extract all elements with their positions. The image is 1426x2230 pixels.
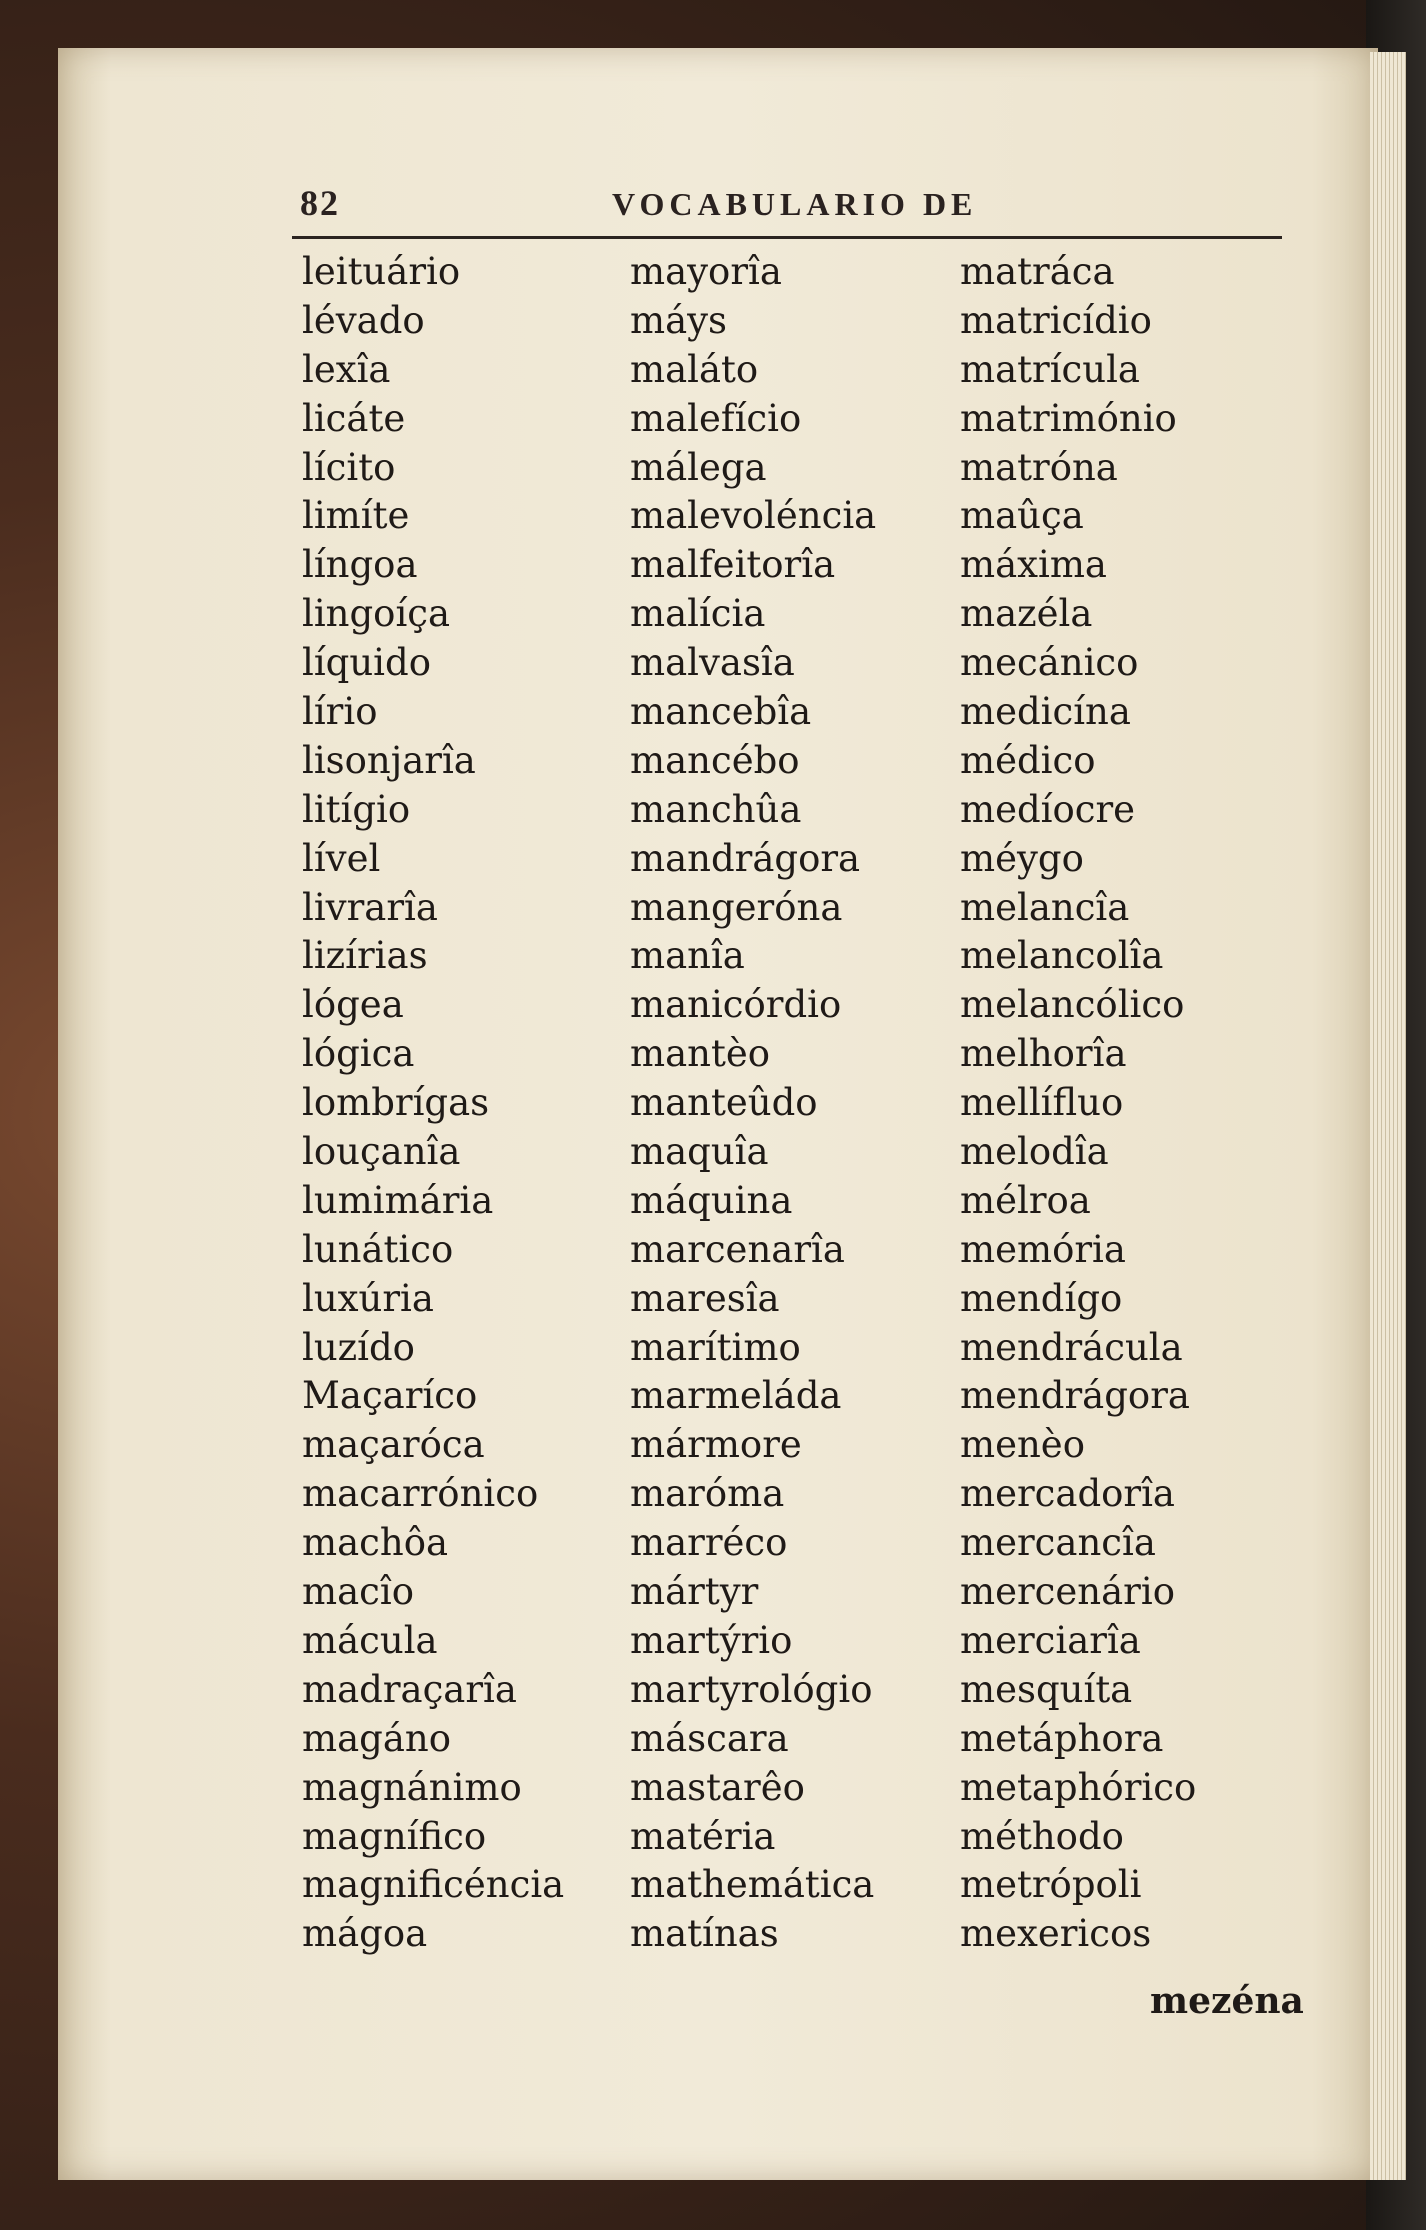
vocabulary-word: manteûdo [630,1081,818,1125]
page-edges [1370,52,1406,2180]
vocabulary-word: marítimo [630,1325,801,1369]
vocabulary-word: marmeláda [630,1374,842,1418]
vocabulary-word: maresîa [630,1276,780,1320]
vocabulary-word: lizírias [302,934,428,978]
vocabulary-word: maróma [630,1472,785,1516]
vocabulary-word: malvasîa [630,641,795,685]
vocabulary-word: magáno [302,1716,451,1760]
vocabulary-word: melancîa [960,885,1130,929]
word-column-1 [302,248,662,1959]
vocabulary-word: matrimónio [960,396,1177,440]
vocabulary-word: mastarêo [630,1765,805,1809]
vocabulary-word: mácula [302,1618,438,1662]
vocabulary-word: matrícula [960,347,1140,391]
vocabulary-word: mesquíta [960,1667,1133,1711]
vocabulary-word: mendrágora [960,1374,1190,1418]
vocabulary-word: mélroa [960,1178,1091,1222]
vocabulary-word: luxúria [302,1276,434,1320]
vocabulary-word: medíocre [960,787,1136,831]
vocabulary-word: mathemática [630,1863,875,1907]
vocabulary-word: manchûa [630,787,802,831]
word-column-3 [960,248,1320,1959]
vocabulary-word: mazéla [960,592,1093,636]
vocabulary-word: mercadorîa [960,1472,1175,1516]
vocabulary-word: méthodo [960,1814,1124,1858]
vocabulary-word: lógica [302,1032,415,1076]
vocabulary-word: magnificéncia [302,1863,565,1907]
vocabulary-word: machôa [302,1521,449,1565]
catchword: mezéna [1150,1980,1304,2022]
vocabulary-word: mantèo [630,1032,771,1076]
vocabulary-word: mancebîa [630,690,812,734]
vocabulary-word: mancébo [630,738,800,782]
vocabulary-word: manicórdio [630,983,842,1027]
vocabulary-word: lingoíça [302,592,451,636]
vocabulary-word: maçaróca [302,1423,485,1467]
header-rule [292,236,1282,239]
vocabulary-word: málega [630,445,767,489]
vocabulary-word: maûça [960,494,1084,538]
vocabulary-word: matínas [630,1912,779,1956]
vocabulary-word: mexericos [960,1912,1152,1956]
vocabulary-word: médico [960,738,1096,782]
vocabulary-word: melancolîa [960,934,1164,978]
vocabulary-word: livrarîa [302,885,438,929]
vocabulary-word: mágoa [302,1912,428,1956]
vocabulary-word: mangeróna [630,885,843,929]
vocabulary-word: mandrágora [630,836,861,880]
page-number: 82 [300,183,340,223]
vocabulary-word: manîa [630,934,745,978]
vocabulary-word: mármore [630,1423,802,1467]
vocabulary-word: máquina [630,1178,793,1222]
vocabulary-word: mercancîa [960,1521,1156,1565]
vocabulary-word: memória [960,1227,1126,1271]
vocabulary-word: martýrio [630,1618,793,1662]
vocabulary-word: mendrácula [960,1325,1183,1369]
vocabulary-word: metaphórico [960,1765,1197,1809]
word-column-2 [630,248,990,1959]
vocabulary-word: méygo [960,836,1084,880]
vocabulary-word: língoa [302,543,418,587]
vocabulary-word: malefício [630,396,802,440]
vocabulary-word: máscara [630,1716,789,1760]
vocabulary-word: magnánimo [302,1765,522,1809]
vocabulary-word: líquido [302,641,431,685]
vocabulary-word: mecánico [960,641,1139,685]
vocabulary-word: máys [630,298,728,342]
vocabulary-word: melodîa [960,1130,1109,1174]
vocabulary-word: luzído [302,1325,415,1369]
vocabulary-word: matráca [960,250,1115,293]
vocabulary-word: lível [302,836,381,880]
vocabulary-word: marcenarîa [630,1227,845,1271]
vocabulary-word: malevoléncia [630,494,877,538]
vocabulary-word: lévado [302,298,425,342]
vocabulary-word: licáte [302,396,406,440]
vocabulary-word: lícito [302,445,396,489]
vocabulary-word: lumimária [302,1178,494,1222]
vocabulary-word: malfeitorîa [630,543,836,587]
vocabulary-word: limíte [302,494,410,538]
vocabulary-word: magnífico [302,1814,487,1858]
vocabulary-word: melancólico [960,983,1185,1027]
vocabulary-word: menèo [960,1423,1085,1467]
vocabulary-word: mayorîa [630,250,782,293]
vocabulary-word: melhorîa [960,1032,1127,1076]
vocabulary-word: macarrónico [302,1472,539,1516]
vocabulary-word: marréco [630,1521,788,1565]
vocabulary-word: maquîa [630,1130,769,1174]
page-header [300,182,1300,232]
vocabulary-word: maláto [630,347,759,391]
vocabulary-word: madraçarîa [302,1667,517,1711]
vocabulary-word: matéria [630,1814,776,1858]
vocabulary-word: leituário [302,250,461,293]
vocabulary-word: lisonjarîa [302,738,476,782]
vocabulary-word: lunático [302,1227,454,1271]
vocabulary-word: matricídio [960,298,1152,342]
running-head: VOCABULARIO DE [612,186,978,222]
vocabulary-word: litígio [302,787,411,831]
vocabulary-word: máxima [960,543,1107,587]
vocabulary-word: lexîa [302,347,391,391]
vocabulary-word: lombrígas [302,1081,490,1125]
vocabulary-word: mercenário [960,1570,1175,1614]
vocabulary-word: lírio [302,690,378,734]
vocabulary-word: mellífluo [960,1081,1124,1125]
vocabulary-word: metrópoli [960,1863,1142,1907]
vocabulary-word: martyrológio [630,1667,873,1711]
vocabulary-word: lógea [302,983,404,1027]
vocabulary-word: macîo [302,1570,414,1614]
vocabulary-word: louçanîa [302,1130,461,1174]
vocabulary-word: matróna [960,445,1118,489]
vocabulary-word: malícia [630,592,766,636]
vocabulary-word: mendígo [960,1276,1123,1320]
vocabulary-word: mártyr [630,1570,759,1614]
vocabulary-word: metáphora [960,1716,1164,1760]
vocabulary-word: medicína [960,690,1131,734]
vocabulary-word: merciarîa [960,1618,1141,1662]
vocabulary-word: Maçaríco [302,1374,478,1418]
